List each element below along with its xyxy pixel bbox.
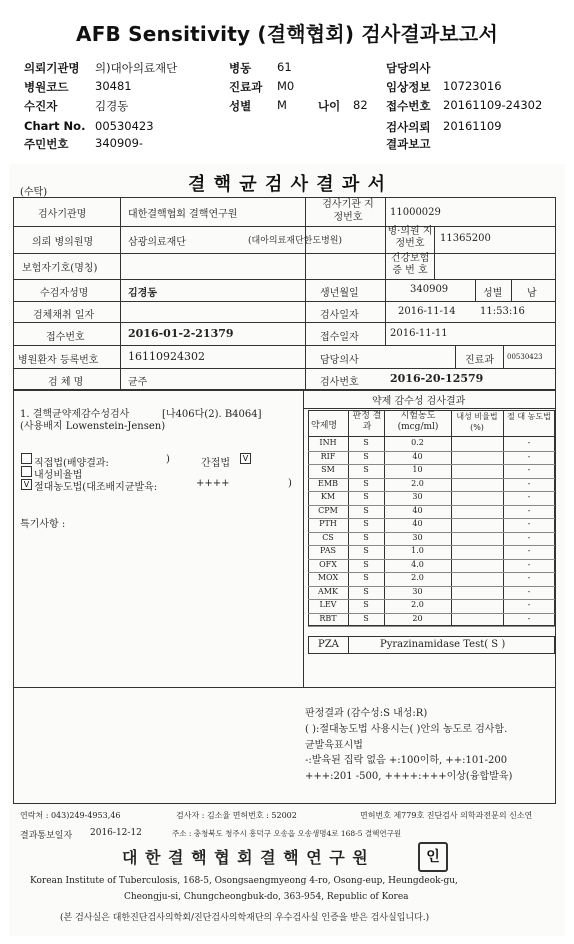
- test-date-label: 검사일자: [320, 310, 359, 321]
- sensitivity-cell: S: [363, 478, 369, 488]
- header-label: 성별: [229, 99, 252, 113]
- drug-name: SM: [321, 465, 335, 474]
- sensitivity-cell: -: [527, 505, 531, 515]
- copy-mark: (수탁): [20, 187, 48, 198]
- sensitivity-cell: 40: [412, 451, 423, 461]
- agency-no-label: 검사기관 지정번호: [322, 199, 374, 223]
- hospital-value: 삼광의료재단: [128, 237, 186, 248]
- sensitivity-cell: 0.2: [411, 438, 424, 447]
- report-date: 2016-12-12: [90, 828, 142, 838]
- hospital-label: 의뢰 병의원명: [32, 237, 94, 248]
- test-no-value: 2016-20-12579: [390, 372, 484, 385]
- sensitivity-cell: -: [527, 438, 531, 447]
- ratio-label: 내성비율법: [34, 470, 83, 481]
- method-code: [나406다(2). B4064]: [162, 409, 262, 420]
- sensitivity-cell: 40: [412, 519, 423, 528]
- drug-name: RBT: [319, 613, 337, 623]
- license: 면허번호 제779호 진단검사 의학과전문의 신소연: [360, 811, 533, 820]
- header-absolute: 절 대 농도법: [507, 412, 551, 421]
- header-label: 의뢰기관명: [24, 61, 80, 75]
- test-no-label: 검사번호: [320, 377, 359, 388]
- drug-name: INH: [319, 438, 337, 447]
- sensitivity-cell: S: [363, 600, 369, 609]
- sensitivity-title: 약제 감수성 검사결과: [372, 396, 466, 407]
- sensitivity-cell: S: [363, 492, 369, 501]
- test-time-value: 11:53:16: [480, 306, 525, 317]
- pza-label: PZA: [318, 639, 339, 650]
- drug-name: PTH: [319, 519, 337, 528]
- certification: (본 검사실은 대한진단검사의학회/진단검사의학재단의 우수검사실 인증을 받은 검사실입니다.): [60, 913, 430, 923]
- sensitivity-cell: 40: [412, 505, 423, 515]
- judgement-line5: +++:201 -500, ++++:+++이상(융합발육): [305, 771, 513, 782]
- drug-name: PAS: [320, 546, 336, 555]
- recv-date-label: 접수일자: [320, 332, 359, 343]
- direct-checkbox[interactable]: [21, 453, 32, 464]
- header-label: 병동: [229, 61, 252, 75]
- drug-name: CS: [322, 532, 334, 542]
- recv-no-value: 2016-01-2-21379: [128, 327, 234, 340]
- drug-name: OFX: [319, 559, 337, 569]
- sensitivity-cell: S: [363, 519, 369, 528]
- absolute-checkbox[interactable]: V: [21, 479, 32, 490]
- indirect-checkbox[interactable]: V: [240, 453, 251, 464]
- sensitivity-cell: -: [527, 559, 531, 569]
- sensitivity-cell: 2.0: [411, 573, 424, 582]
- health-label: 건강보험 증 번 호: [390, 253, 430, 276]
- header-label: 검사의뢰: [386, 120, 431, 134]
- sensitivity-cell: -: [527, 465, 531, 474]
- insured-label: 보험자기호(명칭): [22, 263, 98, 274]
- header-label: 주민번호: [24, 137, 69, 151]
- dob-label: 생년월일: [320, 288, 359, 299]
- sex-value: 남: [527, 288, 537, 299]
- sensitivity-cell: S: [363, 546, 369, 555]
- header-value: 61: [277, 60, 292, 74]
- header-label: 담당의사: [386, 61, 431, 75]
- test-date-value: 2016-11-14: [398, 306, 456, 317]
- drug-name: EMB: [318, 478, 338, 488]
- specimen-label: 검 체 명: [48, 377, 84, 388]
- header-drug: 약제명: [311, 421, 338, 431]
- header-label: 접수번호: [386, 99, 431, 113]
- sensitivity-cell: S: [363, 532, 369, 542]
- sensitivity-cell: -: [527, 519, 531, 528]
- sensitivity-cell: -: [527, 451, 531, 461]
- header-label: 결과보고: [386, 137, 431, 151]
- indirect-label: 간접법: [201, 458, 230, 469]
- sensitivity-cell: -: [527, 600, 531, 609]
- header-value: 의)대아의료재단: [95, 61, 178, 75]
- method-line2: (사용배지 Lowenstein-Jensen): [20, 421, 166, 432]
- reg-value: 16110924302: [128, 350, 205, 363]
- org-name: 대 한 결 핵 협 회 결 핵 연 구 원: [122, 848, 369, 867]
- report-title: AFB Sensitivity (결핵협회) 검사결과보고서: [76, 22, 498, 46]
- eng-address-2: Cheongju-si, Chungcheongbuk-do, 363-954, Republic of Korea: [124, 892, 409, 902]
- sensitivity-cell: 2.0: [411, 478, 424, 488]
- sensitivity-cell: -: [527, 532, 531, 542]
- absolute-end: ): [288, 478, 292, 489]
- sensitivity-cell: S: [363, 586, 369, 596]
- header-value: 20161109-24302: [443, 98, 543, 112]
- reg-label: 병원환자 등록번호: [18, 355, 99, 366]
- judgement-line1: 판정결과 (감수성:S 내성:R): [305, 708, 428, 719]
- direct-end: ): [166, 454, 170, 465]
- report-header: [0, 0, 574, 160]
- sensitivity-cell: -: [527, 586, 531, 596]
- dept-value: 00530423: [507, 353, 543, 361]
- header-value: 00530423: [95, 119, 154, 133]
- patient-value: 김경동: [128, 288, 157, 299]
- doctor-label: 담당의사: [320, 355, 359, 366]
- hospital-note: (대아의료재단한도병원): [248, 236, 342, 246]
- sensitivity-cell: S: [363, 465, 369, 474]
- contact: 연락처 : 043)249-4953,46: [20, 811, 121, 820]
- form-title: 결 핵 균 검 사 결 과 서: [188, 174, 386, 195]
- judgement-line4: -:발육된 집락 없음 +:100이하, ++:101-200: [305, 755, 508, 766]
- drug-name: CPM: [318, 505, 338, 515]
- agency-value: 대한결핵협회 결핵연구원: [128, 209, 238, 220]
- tester: 검사자 : 김소율 면허번호 : 52002: [176, 811, 297, 820]
- direct-label: 직접법(배양결과:: [34, 458, 109, 469]
- judgement-line2: ( ):절대농도법 사용시는( )안의 농도로 검사함.: [305, 724, 508, 735]
- sensitivity-cell: 2.0: [411, 600, 424, 609]
- header-value: 30481: [95, 79, 132, 93]
- header-value: 20161109: [443, 119, 502, 133]
- header-value: 김경동: [95, 99, 129, 113]
- hosp-no-label: 병·의원 지정번호: [387, 226, 433, 249]
- sensitivity-cell: 30: [412, 492, 423, 501]
- age-label: 나이: [318, 99, 341, 113]
- header-value: M: [277, 98, 287, 112]
- seal-stamp: 인: [418, 842, 448, 872]
- agency-label: 검사기관명: [38, 209, 87, 220]
- sensitivity-cell: 1.0: [411, 546, 424, 555]
- drug-name: MOX: [317, 573, 339, 582]
- age-value: 82: [353, 98, 368, 112]
- drug-name: AMK: [318, 586, 338, 596]
- report-date-label: 결과통보일자: [20, 831, 73, 841]
- hosp-no-value: 11365200: [440, 233, 491, 244]
- drug-name: KM: [320, 492, 336, 501]
- sensitivity-cell: 4.0: [411, 559, 424, 569]
- pza-value: Pyrazinamidase Test( S ): [380, 639, 506, 650]
- sensitivity-cell: -: [527, 613, 531, 623]
- dob-value: 340909: [410, 284, 449, 295]
- ratio-checkbox[interactable]: [21, 466, 32, 477]
- header-conc: 시험농도 (mcg/ml): [397, 411, 439, 432]
- sensitivity-cell: -: [527, 492, 531, 501]
- absolute-label: 절대농도법(대조배지균발육:: [34, 482, 158, 493]
- sensitivity-cell: S: [363, 451, 369, 461]
- absolute-value: ++++: [196, 478, 230, 489]
- header-label: 수진자: [24, 99, 58, 113]
- header-value: M0: [277, 79, 295, 93]
- patient-label: 수검자성명: [40, 288, 89, 299]
- dept-label: 진료과: [465, 355, 494, 366]
- notes-label: 특기사항 :: [20, 519, 66, 530]
- sensitivity-cell: 10: [412, 465, 423, 474]
- agency-no-value: 11000029: [390, 207, 441, 218]
- sensitivity-cell: -: [527, 573, 531, 582]
- sensitivity-cell: 30: [412, 586, 423, 596]
- header-label: 병원코드: [24, 80, 69, 94]
- sensitivity-cell: S: [363, 613, 369, 623]
- specimen-value: 균주: [128, 377, 148, 388]
- sensitivity-cell: S: [363, 573, 369, 582]
- eng-address-1: Korean Institute of Tuberculosis, 168-5, Osongsaengmyeong 4-ro, Osong-eup, Heungdeok-gu,: [30, 876, 458, 886]
- recv-no-label: 접수번호: [46, 332, 85, 343]
- header-label: 진료과: [229, 80, 263, 94]
- recv-date-value: 2016-11-11: [390, 328, 448, 339]
- sensitivity-cell: 30: [412, 532, 423, 542]
- method-line1: 1. 결핵균약제감수성검사: [20, 409, 130, 420]
- row-divider: [308, 626, 555, 627]
- header-ratio: 내성 비율법(%): [456, 412, 498, 432]
- collect-label: 검체채취 일자: [33, 310, 95, 321]
- address: 주소 : 충청북도 청주시 흥덕구 오송읍 오송생명4로 168-5 결핵연구원: [172, 829, 402, 838]
- header-label: Chart No.: [24, 119, 86, 133]
- sensitivity-cell: S: [363, 438, 369, 447]
- sensitivity-cell: -: [527, 546, 531, 555]
- sex-label: 성별: [483, 288, 503, 299]
- header-result: 판정 결과: [352, 411, 382, 432]
- drug-name: RIF: [320, 451, 336, 461]
- header-value: 340909-: [95, 136, 144, 150]
- drug-name: LEV: [319, 600, 337, 609]
- header-label: 임상정보: [386, 80, 431, 94]
- sensitivity-cell: S: [363, 505, 369, 515]
- sensitivity-cell: 20: [412, 613, 423, 623]
- sensitivity-cell: S: [363, 559, 369, 569]
- judgement-line3: 균발육표시법: [305, 740, 363, 751]
- header-value: 10723016: [443, 79, 502, 93]
- sensitivity-cell: -: [527, 478, 531, 488]
